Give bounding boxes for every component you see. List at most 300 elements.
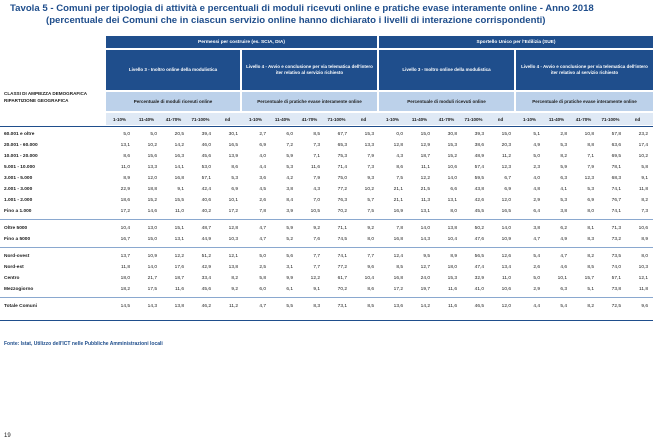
table-cell: 16,3 bbox=[174, 154, 184, 159]
table-cell: 16,5 bbox=[228, 143, 238, 148]
table-cell: 57,4 bbox=[474, 165, 484, 170]
table-cell: 7,1 bbox=[587, 154, 594, 159]
table-cell: 6,6 bbox=[450, 187, 457, 192]
row-label: 3.001 - 5.000 bbox=[4, 176, 33, 181]
table-cell: 15,0 bbox=[147, 237, 157, 242]
table-cell: 5,6 bbox=[286, 254, 293, 259]
table-cell: 14,3 bbox=[420, 237, 430, 242]
subheader-3: Percentuale di moduli ricevuti online bbox=[379, 92, 514, 111]
table-cell: 4,3 bbox=[313, 187, 320, 192]
table-cell: 46,5 bbox=[474, 304, 484, 309]
table-cell: 18,0 bbox=[120, 276, 130, 281]
table-subtitle: (percentuale dei Comuni che in ciascun servizio online hanno dichiarato i livelli di interazione corrispondenti) bbox=[46, 15, 546, 26]
table-cell: 12,4 bbox=[393, 254, 403, 259]
table-cell: 8,1 bbox=[587, 226, 594, 231]
table-cell: 74,1 bbox=[337, 254, 347, 259]
table-cell: 6,7 bbox=[504, 176, 511, 181]
table-cell: 76,3 bbox=[337, 198, 347, 203]
table-cell: 10,6 bbox=[501, 287, 511, 292]
table-cell: 19,7 bbox=[420, 287, 430, 292]
group-divider bbox=[0, 219, 653, 220]
table-cell: 17,2 bbox=[120, 209, 130, 214]
table-cell: 16,8 bbox=[174, 176, 184, 181]
table-cell: 78,1 bbox=[611, 165, 621, 170]
table-cell: 44,9 bbox=[201, 237, 211, 242]
table-cell: 72,5 bbox=[611, 304, 621, 309]
table-cell: 30,1 bbox=[228, 132, 238, 137]
table-cell: 5,9 bbox=[560, 165, 567, 170]
group-header-permessi: Permessi per costruire (es. SCIA, DIA) bbox=[106, 36, 377, 48]
table-cell: 13,1 bbox=[420, 209, 430, 214]
table-cell: 9,6 bbox=[367, 265, 374, 270]
table-cell: 4,0 bbox=[533, 176, 540, 181]
table-cell: 4,1 bbox=[560, 187, 567, 192]
table-cell: 20,3 bbox=[501, 143, 511, 148]
table-cell: 8,6 bbox=[367, 287, 374, 292]
table-cell: 5,3 bbox=[286, 165, 293, 170]
table-cell: 9,3 bbox=[367, 176, 374, 181]
table-cell: 71,3 bbox=[611, 226, 621, 231]
table-cell: 7,6 bbox=[313, 237, 320, 242]
table-row bbox=[0, 129, 653, 140]
table-cell: 74,0 bbox=[611, 265, 621, 270]
table-cell: 47,6 bbox=[474, 237, 484, 242]
table-row bbox=[0, 262, 653, 273]
bottom-rule bbox=[0, 320, 653, 321]
table-cell: 11,8 bbox=[639, 287, 648, 292]
table-cell: 11,8 bbox=[121, 265, 130, 270]
table-cell: 50,2 bbox=[474, 226, 484, 231]
table-cell: 10,9 bbox=[147, 254, 157, 259]
table-cell: 14,0 bbox=[501, 226, 511, 231]
table-cell: 40,6 bbox=[201, 198, 211, 203]
table-cell: 63,6 bbox=[611, 143, 621, 148]
table-cell: 15,6 bbox=[147, 154, 157, 159]
table-cell: 11,6 bbox=[311, 165, 320, 170]
table-cell: 12,9 bbox=[420, 143, 430, 148]
table-cell: 5,0 bbox=[150, 132, 157, 137]
table-cell: 13,6 bbox=[393, 304, 403, 309]
table-cell: 4,8 bbox=[533, 187, 540, 192]
table-cell: 18,8 bbox=[147, 187, 157, 192]
table-cell: 73,2 bbox=[611, 237, 621, 242]
table-cell: 21,7 bbox=[147, 276, 157, 281]
table-row bbox=[0, 223, 653, 234]
table-cell: 10,3 bbox=[228, 237, 238, 242]
table-cell: 15,1 bbox=[174, 226, 184, 231]
table-cell: 14,0 bbox=[420, 226, 430, 231]
subheader-2: Percentuale di pratiche evase interamente online bbox=[242, 92, 377, 111]
header-rule bbox=[0, 126, 653, 127]
table-cell: 6,4 bbox=[533, 209, 540, 214]
table-cell: 73,8 bbox=[611, 287, 621, 292]
table-cell: 7,2 bbox=[286, 143, 293, 148]
table-cell: 4,7 bbox=[259, 237, 266, 242]
table-cell: 8,5 bbox=[587, 265, 594, 270]
table-cell: 6,1 bbox=[286, 287, 293, 292]
table-title: Tavola 5 - Comuni per tipologia di attività e percentuali di moduli ricevuti online e pratiche evase interamente online - Anno 2018 bbox=[10, 3, 594, 14]
table-cell: 71,1 bbox=[337, 226, 347, 231]
table-cell: 73,1 bbox=[337, 304, 347, 309]
table-cell: 15,5 bbox=[174, 198, 184, 203]
table-cell: 56,5 bbox=[474, 254, 484, 259]
table-cell: 18,0 bbox=[447, 265, 457, 270]
table-cell: 7,7 bbox=[313, 254, 320, 259]
table-cell: 9,5 bbox=[423, 254, 430, 259]
table-cell: 10,2 bbox=[364, 187, 374, 192]
table-cell: 16,7 bbox=[120, 237, 130, 242]
table-cell: 74,1 bbox=[611, 209, 621, 214]
table-cell: 7,3 bbox=[313, 143, 320, 148]
table-cell: 57,1 bbox=[611, 276, 621, 281]
table-cell: 11,6 bbox=[448, 304, 457, 309]
table-cell: 15,3 bbox=[447, 143, 457, 148]
table-cell: 5,0 bbox=[533, 276, 540, 281]
table-cell: 10,6 bbox=[447, 165, 457, 170]
table-cell: 8,4 bbox=[286, 198, 293, 203]
table-cell: 51,2 bbox=[201, 254, 211, 259]
table-cell: 68,3 bbox=[611, 176, 621, 181]
column-header: 1-10% bbox=[522, 116, 536, 122]
table-cell: 77,2 bbox=[337, 187, 347, 192]
table-cell: 12,0 bbox=[501, 198, 511, 203]
table-cell: 12,8 bbox=[393, 143, 403, 148]
table-cell: 14,2 bbox=[420, 304, 430, 309]
table-cell: 8,8 bbox=[587, 143, 594, 148]
table-cell: 45,5 bbox=[474, 209, 484, 214]
table-cell: 5,8 bbox=[641, 165, 648, 170]
column-header: 11-40% bbox=[274, 116, 291, 122]
table-cell: 10,4 bbox=[120, 226, 130, 231]
table-cell: 61,7 bbox=[337, 276, 347, 281]
table-cell: 2,8 bbox=[560, 132, 567, 137]
table-cell: 7,7 bbox=[313, 265, 320, 270]
table-row bbox=[0, 251, 653, 262]
table-cell: 12,2 bbox=[310, 276, 320, 281]
column-header: 71-100% bbox=[327, 116, 346, 122]
table-cell: 7,9 bbox=[367, 154, 374, 159]
table-cell: 16,9 bbox=[393, 209, 403, 214]
table-cell: 32,9 bbox=[474, 276, 484, 281]
column-header: nd bbox=[224, 116, 231, 122]
row-label: 20.001 - 60.000 bbox=[4, 143, 38, 148]
table-cell: 23,2 bbox=[638, 132, 648, 137]
table-cell: 5,4 bbox=[533, 254, 540, 259]
table-cell: 10,2 bbox=[638, 154, 648, 159]
table-cell: 4,7 bbox=[533, 237, 540, 242]
table-cell: 9,2 bbox=[313, 226, 320, 231]
column-header: 41-70% bbox=[438, 116, 455, 122]
table-cell: 2,7 bbox=[259, 132, 266, 137]
table-cell: 45,6 bbox=[201, 154, 211, 159]
table-row bbox=[0, 184, 653, 195]
table-cell: 57,8 bbox=[611, 132, 621, 137]
table-cell: 11,1 bbox=[421, 165, 430, 170]
table-cell: 8,2 bbox=[560, 154, 567, 159]
row-label: Oltre 5000 bbox=[4, 226, 28, 231]
table-row bbox=[0, 162, 653, 173]
table-cell: 45,6 bbox=[201, 287, 211, 292]
row-header-label: CLASSI DI AMPIEZZA DEMOGRAFICA RIPARTIZIONE GEOGRAFICA bbox=[4, 91, 87, 103]
table-cell: 8,2 bbox=[587, 304, 594, 309]
table-cell: 8,2 bbox=[231, 276, 238, 281]
table-cell: 3,9 bbox=[286, 209, 293, 214]
table-cell: 12,0 bbox=[501, 304, 511, 309]
column-header: 11-40% bbox=[411, 116, 428, 122]
table-cell: 13,7 bbox=[120, 254, 130, 259]
table-cell: 10,6 bbox=[638, 226, 648, 231]
table-cell: 5,3 bbox=[560, 143, 567, 148]
table-cell: 13,1 bbox=[447, 198, 457, 203]
table-cell: 70,2 bbox=[337, 287, 347, 292]
table-cell: 14,3 bbox=[147, 304, 157, 309]
table-cell: 15,0 bbox=[420, 132, 430, 137]
table-cell: 74,5 bbox=[337, 237, 347, 242]
table-cell: 71,4 bbox=[337, 165, 347, 170]
table-cell: 8,0 bbox=[367, 237, 374, 242]
table-cell: 14,6 bbox=[147, 209, 157, 214]
page-number: 19 bbox=[4, 433, 11, 439]
table-cell: 12,2 bbox=[174, 254, 184, 259]
table-cell: 11,0 bbox=[175, 209, 184, 214]
table-cell: 11,0 bbox=[502, 276, 511, 281]
table-row bbox=[0, 273, 653, 284]
table-cell: 17,5 bbox=[147, 287, 157, 292]
table-cell: 17,6 bbox=[174, 265, 184, 270]
column-header: 71-100% bbox=[601, 116, 620, 122]
table-cell: 8,5 bbox=[367, 304, 374, 309]
table-cell: 4,9 bbox=[533, 143, 540, 148]
table-cell: 75,0 bbox=[337, 176, 347, 181]
table-cell: 39,3 bbox=[474, 132, 484, 137]
table-cell: 40,2 bbox=[201, 209, 211, 214]
table-cell: 10,8 bbox=[584, 132, 594, 137]
table-row bbox=[0, 301, 653, 312]
table-cell: 13,3 bbox=[147, 165, 157, 170]
table-cell: 46,2 bbox=[201, 304, 211, 309]
table-cell: 7,3 bbox=[367, 165, 374, 170]
column-header: 1-10% bbox=[385, 116, 399, 122]
table-cell: 74,1 bbox=[611, 187, 621, 192]
column-header: 71-100% bbox=[464, 116, 483, 122]
table-cell: 4,7 bbox=[259, 304, 266, 309]
table-cell: 12,8 bbox=[228, 226, 238, 231]
table-cell: 70,2 bbox=[337, 209, 347, 214]
level-header-2: Livello 4 - Avvio e conclusione per via telematica dell'intero iter relativo al servizio richiesto bbox=[242, 50, 377, 90]
level-header-4: Livello 4 - Avvio e conclusione per via telematica dell'intero iter relativo al servizio richiesto bbox=[516, 50, 653, 90]
table-cell: 15,3 bbox=[447, 276, 457, 281]
table-cell: 11,6 bbox=[448, 287, 457, 292]
table-cell: 11,8 bbox=[639, 187, 648, 192]
table-cell: 5,1 bbox=[533, 132, 540, 137]
table-cell: 38,6 bbox=[474, 143, 484, 148]
table-cell: 10,2 bbox=[147, 143, 157, 148]
table-cell: 76,7 bbox=[611, 198, 621, 203]
table-cell: 5,8 bbox=[259, 276, 266, 281]
table-cell: 5,5 bbox=[286, 304, 293, 309]
column-header: nd bbox=[634, 116, 641, 122]
table-cell: 3,1 bbox=[286, 265, 293, 270]
column-header: 1-10% bbox=[248, 116, 262, 122]
table-cell: 14,2 bbox=[174, 143, 184, 148]
column-header: nd bbox=[497, 116, 504, 122]
row-label: 1.001 - 2.000 bbox=[4, 198, 33, 203]
table-cell: 20,5 bbox=[174, 132, 184, 137]
table-cell: 17,4 bbox=[638, 143, 648, 148]
table-cell: 21,1 bbox=[393, 187, 403, 192]
column-header: 11-40% bbox=[548, 116, 565, 122]
table-cell: 12,2 bbox=[420, 176, 430, 181]
table-cell: 11,0 bbox=[121, 165, 130, 170]
table-cell: 8,0 bbox=[450, 209, 457, 214]
table-cell: 6,9 bbox=[587, 198, 594, 203]
table-cell: 8,6 bbox=[231, 165, 238, 170]
table-cell: 14,0 bbox=[147, 265, 157, 270]
table-cell: 48,7 bbox=[201, 226, 211, 231]
table-cell: 4,9 bbox=[560, 237, 567, 242]
table-cell: 5,9 bbox=[286, 154, 293, 159]
table-cell: 9,2 bbox=[367, 226, 374, 231]
table-cell: 3,8 bbox=[560, 209, 567, 214]
row-label: Mezzogiorno bbox=[4, 287, 34, 292]
table-cell: 4,3 bbox=[396, 154, 403, 159]
table-cell: 7,9 bbox=[313, 176, 320, 181]
row-label: 60.001 e oltre bbox=[4, 132, 35, 137]
table-cell: 12,1 bbox=[228, 254, 238, 259]
table-cell: 4,4 bbox=[259, 165, 266, 170]
table-row bbox=[0, 206, 653, 217]
table-cell: 13,4 bbox=[501, 265, 511, 270]
table-cell: 14,5 bbox=[120, 304, 130, 309]
table-cell: 18,7 bbox=[174, 276, 184, 281]
table-cell: 16,5 bbox=[501, 209, 511, 214]
row-label: 5.001 - 10.000 bbox=[4, 165, 35, 170]
table-cell: 10,5 bbox=[310, 209, 320, 214]
table-cell: 8,3 bbox=[313, 304, 320, 309]
table-cell: 9,2 bbox=[231, 287, 238, 292]
table-cell: 22,9 bbox=[120, 187, 130, 192]
column-header: 41-70% bbox=[301, 116, 318, 122]
table-cell: 12,7 bbox=[420, 265, 430, 270]
table-row bbox=[0, 151, 653, 162]
column-header: 1-10% bbox=[112, 116, 126, 122]
table-cell: 9,6 bbox=[641, 304, 648, 309]
table-cell: 14,0 bbox=[447, 176, 457, 181]
table-cell: 4,6 bbox=[560, 265, 567, 270]
table-cell: 10,1 bbox=[228, 198, 238, 203]
table-cell: 5,3 bbox=[231, 176, 238, 181]
group-header-sue: Sportello Unico per l'Edilizia (SUE) bbox=[379, 36, 653, 48]
table-cell: 12,1 bbox=[638, 276, 648, 281]
table-cell: 46,0 bbox=[201, 143, 211, 148]
table-cell: 8,9 bbox=[123, 176, 130, 181]
table-cell: 16,8 bbox=[393, 276, 403, 281]
subheader-1: Percentuale di moduli ricevuti online bbox=[106, 92, 240, 111]
row-label: 2.001 - 3.000 bbox=[4, 187, 33, 192]
table-row bbox=[0, 140, 653, 151]
table-cell: 65,3 bbox=[337, 143, 347, 148]
table-cell: 11,3 bbox=[421, 198, 430, 203]
table-cell: 9,1 bbox=[641, 176, 648, 181]
table-cell: 10,1 bbox=[557, 276, 567, 281]
table-cell: 10,4 bbox=[447, 237, 457, 242]
table-cell: 69,5 bbox=[611, 154, 621, 159]
subheader-4: Percentuale di pratiche evase interamente online bbox=[516, 92, 653, 111]
table-cell: 18,7 bbox=[420, 154, 430, 159]
table-cell: 13,8 bbox=[228, 265, 238, 270]
table-cell: 9,1 bbox=[313, 287, 320, 292]
level-header-1: Livello 3 - Inoltro online della modulistica bbox=[106, 50, 240, 90]
table-cell: 5,0 bbox=[259, 254, 266, 259]
table-cell: 5,9 bbox=[286, 226, 293, 231]
table-cell: 5,0 bbox=[533, 154, 540, 159]
row-label: Nord-est bbox=[4, 265, 24, 270]
table-cell: 15,7 bbox=[584, 276, 594, 281]
table-cell: 15,2 bbox=[147, 198, 157, 203]
table-cell: 8,5 bbox=[313, 132, 320, 137]
table-cell: 67,7 bbox=[337, 132, 347, 137]
table-cell: 15,3 bbox=[364, 132, 374, 137]
table-cell: 5,4 bbox=[560, 304, 567, 309]
table-cell: 53,0 bbox=[201, 165, 211, 170]
table-cell: 6,3 bbox=[560, 176, 567, 181]
row-label: Fino a 5000 bbox=[4, 237, 31, 242]
table-cell: 3,8 bbox=[286, 187, 293, 192]
table-cell: 7,7 bbox=[367, 254, 374, 259]
table-cell: 14,1 bbox=[174, 165, 184, 170]
table-cell: 8,0 bbox=[641, 254, 648, 259]
table-cell: 8,5 bbox=[396, 265, 403, 270]
table-cell: 7,1 bbox=[313, 154, 320, 159]
table-cell: 5,1 bbox=[587, 287, 594, 292]
table-cell: 8,6 bbox=[123, 154, 130, 159]
table-cell: 6,3 bbox=[560, 287, 567, 292]
column-header: 41-70% bbox=[165, 116, 182, 122]
row-label: 10.001 - 20.000 bbox=[4, 154, 38, 159]
table-cell: 5,0 bbox=[123, 132, 130, 137]
source-note: Fonte: Istat, Utilizzo dell'ICT nelle Pubbliche Amministrazioni locali bbox=[4, 341, 163, 347]
table-cell: 57,1 bbox=[201, 176, 211, 181]
table-cell: 11,6 bbox=[175, 287, 184, 292]
table-cell: 12,6 bbox=[501, 254, 511, 259]
table-cell: 13,1 bbox=[174, 237, 184, 242]
row-label: Fino a 1.000 bbox=[4, 209, 32, 214]
table-cell: 6,0 bbox=[259, 287, 266, 292]
table-cell: 5,7 bbox=[367, 198, 374, 203]
table-cell: 16,8 bbox=[393, 237, 403, 242]
table-cell: 59,5 bbox=[474, 176, 484, 181]
table-cell: 30,8 bbox=[447, 132, 457, 137]
table-cell: 17,2 bbox=[228, 209, 238, 214]
table-cell: 8,9 bbox=[641, 237, 648, 242]
table-cell: 15,2 bbox=[447, 154, 457, 159]
table-cell: 13,8 bbox=[174, 304, 184, 309]
row-label: Centro bbox=[4, 276, 20, 281]
table-cell: 7,8 bbox=[396, 226, 403, 231]
table-cell: 18,6 bbox=[120, 198, 130, 203]
table-cell: 17,2 bbox=[393, 287, 403, 292]
table-cell: 39,4 bbox=[201, 132, 211, 137]
table-cell: 2,3 bbox=[533, 165, 540, 170]
table-cell: 2,6 bbox=[259, 198, 266, 203]
table-cell: 7,5 bbox=[367, 209, 374, 214]
table-cell: 5,3 bbox=[587, 187, 594, 192]
table-cell: 77,2 bbox=[337, 265, 347, 270]
table-cell: 12,3 bbox=[501, 165, 511, 170]
row-label: Nord-ovest bbox=[4, 254, 30, 259]
table-cell: 18,2 bbox=[120, 287, 130, 292]
table-cell: 8,6 bbox=[396, 165, 403, 170]
